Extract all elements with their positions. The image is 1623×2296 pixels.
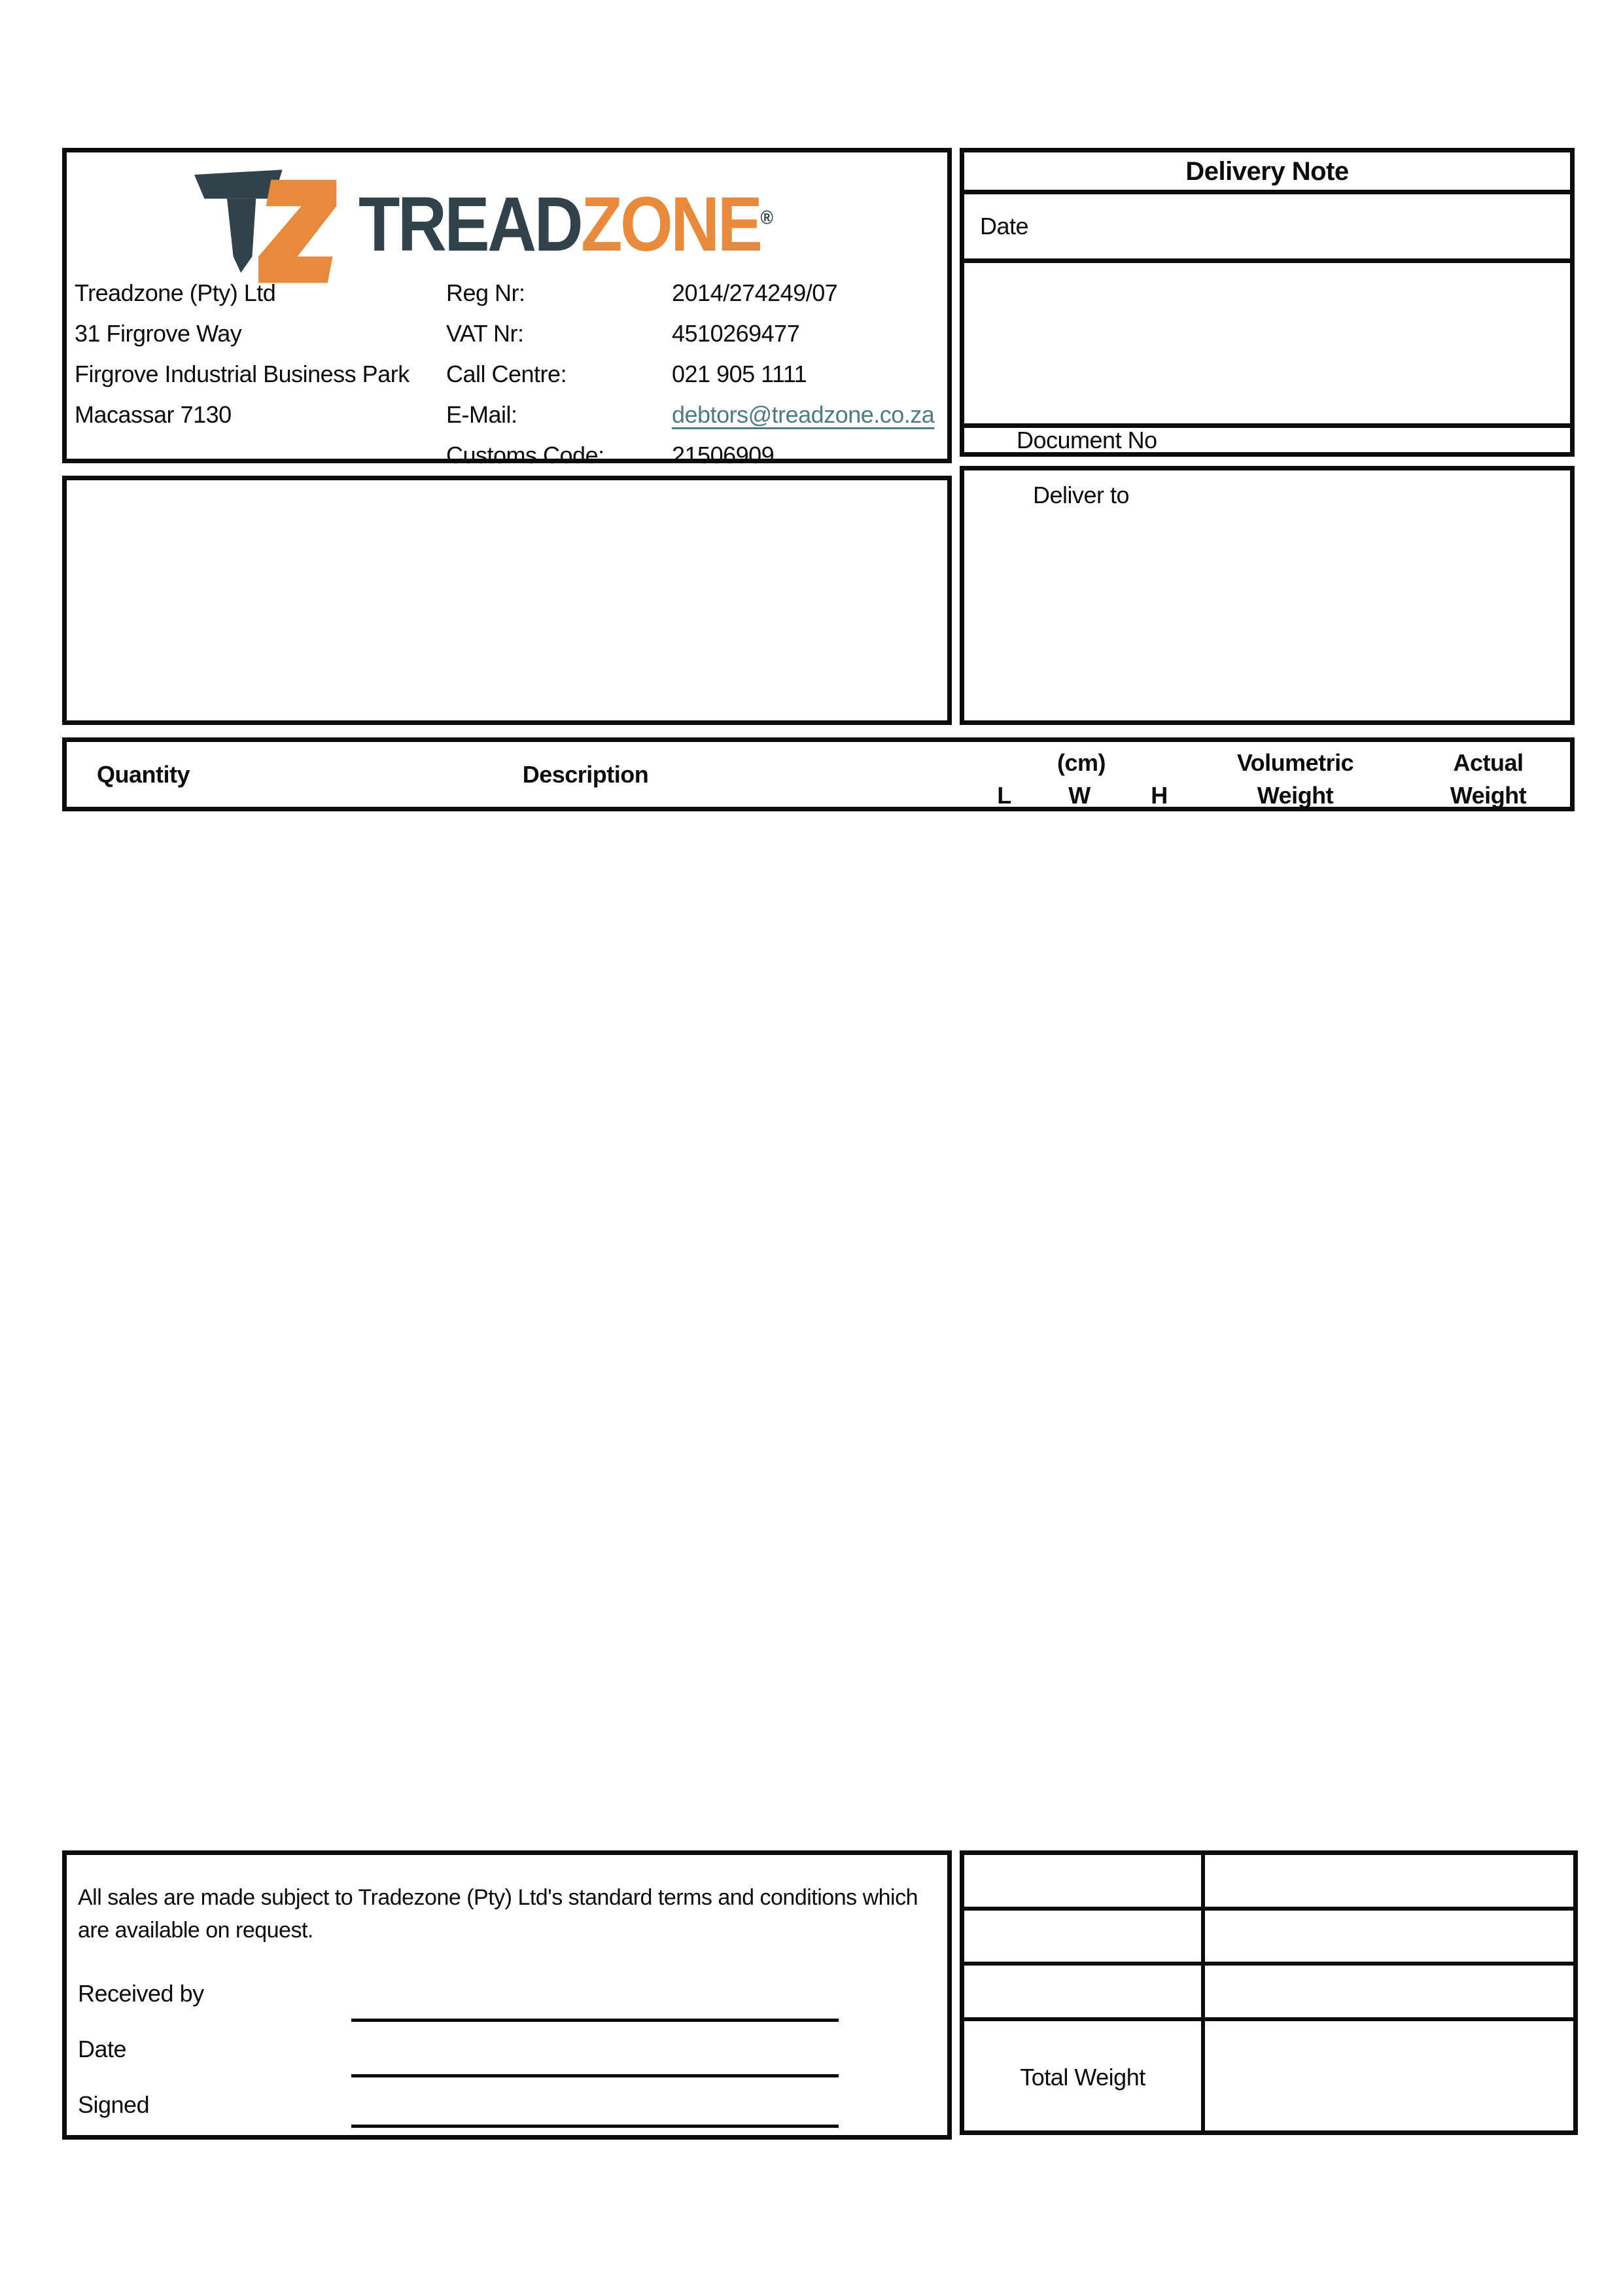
signed-signature-line[interactable] (351, 2125, 839, 2128)
document-no-row[interactable] (964, 428, 1570, 452)
company-park: Firgrove Industrial Business Park (75, 361, 410, 387)
wordmark-tread: TREAD (358, 181, 582, 268)
date-row[interactable] (964, 194, 1570, 263)
footer-date-label: Date (78, 2036, 127, 2062)
company-address (75, 273, 410, 435)
terms-signature-box (62, 1850, 952, 2140)
wordmark-zone: ZONE (581, 181, 761, 268)
items-table-header (62, 737, 1575, 811)
items-table-body[interactable] (62, 811, 1575, 1850)
document-no-label: Document No (1017, 426, 1157, 453)
height-header: H (1151, 782, 1168, 809)
vat-nr-label: VAT Nr: (446, 320, 524, 347)
company-city: Macassar 7130 (75, 401, 232, 428)
email-label: E-Mail: (446, 401, 517, 428)
company-name: Treadzone (Pty) Ltd (75, 279, 276, 306)
total-weight-label: Total Weight (1020, 2064, 1145, 2091)
customer-details-box[interactable] (62, 476, 952, 725)
actual-weight-header-line2: Weight (1450, 782, 1527, 809)
wordmark (358, 180, 773, 269)
delivery-note-title: Delivery Note (1185, 156, 1349, 186)
received-by-signature-line[interactable] (351, 2019, 839, 2022)
width-header: W (1068, 782, 1091, 809)
reg-nr-value: 2014/274249/07 (672, 279, 838, 306)
vat-nr-value: 4510269477 (672, 320, 800, 347)
call-centre-label: Call Centre: (446, 361, 567, 387)
totals-table (960, 1850, 1578, 2135)
company-detail-labels (446, 273, 604, 476)
registered-mark: ® (760, 207, 773, 229)
totals-row3-label-cell[interactable] (964, 1966, 1201, 2017)
signed-label: Signed (78, 2091, 150, 2118)
volumetric-weight-header-line1: Volumetric (1236, 749, 1354, 776)
delivery-note-title-row (964, 152, 1570, 194)
deliver-to-box[interactable] (960, 466, 1575, 725)
actual-weight-header-line1: Actual (1453, 749, 1524, 776)
delivery-note-box (960, 148, 1575, 457)
delivery-note-blank-area[interactable] (964, 263, 1570, 428)
company-info-box (62, 148, 952, 468)
tz-logo-icon (178, 164, 341, 285)
volumetric-weight-header-line2: Weight (1257, 782, 1334, 809)
totals-row1-label-cell[interactable] (964, 1855, 1201, 1907)
email-link[interactable]: debtors@treadzone.co.za (672, 401, 935, 428)
quantity-header: Quantity (97, 760, 190, 788)
call-centre-value: 021 905 1111 (672, 361, 807, 387)
terms-text: All sales are made subject to Tradezone (Pty) Ltd's standard terms and conditions which are available on request. (78, 1885, 918, 1943)
deliver-to-label: Deliver to (1033, 482, 1130, 508)
company-street: 31 Firgrove Way (75, 320, 242, 347)
customs-code-label: Customs Code: (446, 442, 604, 468)
totals-row2-label-cell[interactable] (964, 1911, 1201, 1962)
description-header: Description (522, 760, 649, 788)
length-header: L (997, 782, 1011, 809)
date-signature-line[interactable] (351, 2074, 839, 2077)
total-weight-value-cell[interactable] (1205, 2021, 1573, 2130)
totals-row2-value-cell[interactable] (1205, 1911, 1573, 1962)
customs-code-value: 21506909 (672, 442, 775, 468)
totals-row1-value-cell[interactable] (1205, 1855, 1573, 1907)
cm-header: (cm) (1056, 749, 1106, 776)
company-detail-values (672, 273, 934, 476)
date-label: Date (980, 213, 1029, 239)
totals-row3-value-cell[interactable] (1205, 1966, 1573, 2017)
reg-nr-label: Reg Nr: (446, 279, 525, 306)
received-by-label: Received by (78, 1980, 204, 2007)
treadzone-logo (178, 166, 829, 283)
